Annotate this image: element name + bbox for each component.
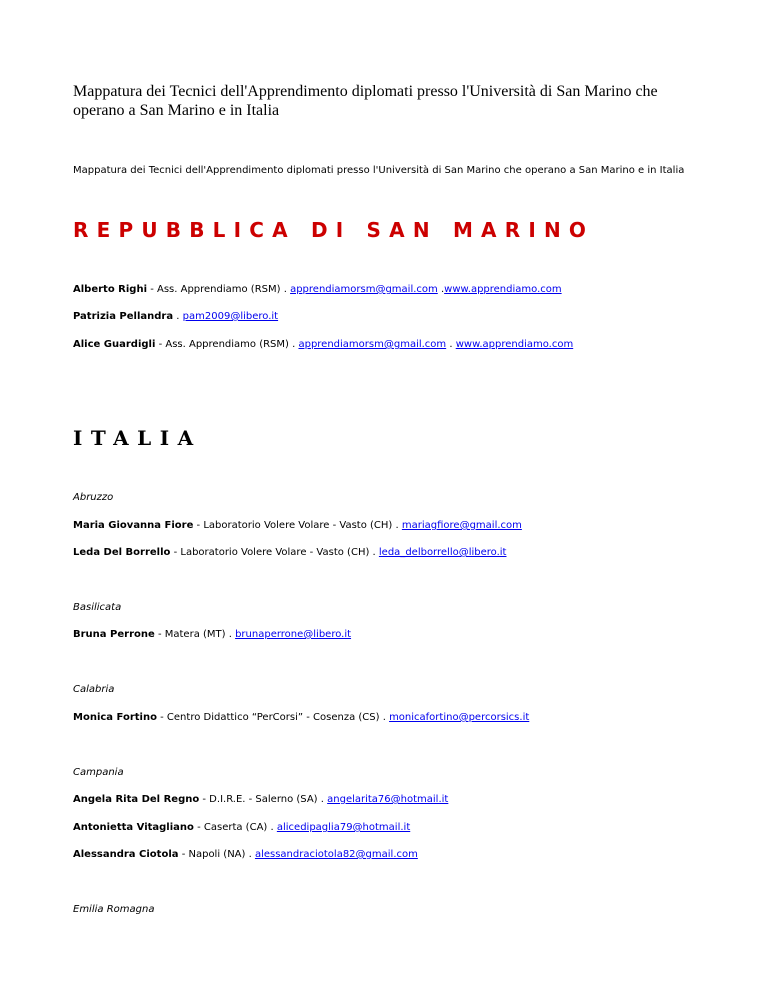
contact-name: Angela Rita Del Regno (73, 794, 200, 805)
contact-detail: - Napoli (NA) . (178, 849, 255, 860)
contact-website-link[interactable]: www.apprendiamo.com (444, 284, 562, 295)
region-heading-abruzzo: Abruzzo (73, 492, 114, 503)
contact-detail: - Ass. Apprendiamo (RSM) . (147, 284, 291, 295)
contact-entry-alice-guardigli (73, 338, 573, 352)
document-subtitle: Mappatura dei Tecnici dell'Apprendimento diplomati presso l'Università di San Marino che operano a San Marino e in Italia (73, 165, 685, 176)
region-heading-emilia-romagna: Emilia Romagna (73, 904, 155, 915)
contact-detail: - Laboratorio Volere Volare - Vasto (CH) . (170, 547, 379, 558)
contact-entry-patrizia-pellandra (73, 310, 278, 324)
region-heading-campania: Campania (73, 767, 124, 778)
contact-detail: . (173, 311, 183, 322)
contact-name: Monica Fortino (73, 712, 157, 723)
contact-name: Maria Giovanna Fiore (73, 520, 194, 531)
contact-email-link[interactable]: leda_delborrello@libero.it (378, 547, 507, 558)
contact-entry-alberto-righi (73, 283, 562, 297)
contact-entry-maria-giovanna-fiore (73, 519, 522, 533)
contact-email-link[interactable]: pam2009@libero.it (182, 311, 279, 322)
contact-name: Alice Guardigli (73, 339, 156, 350)
san-marino-heading: REPUBBLICA DI SAN MARINO (73, 218, 595, 242)
contact-detail: - Caserta (CA) . (193, 822, 277, 833)
contact-separator: . (446, 339, 456, 350)
contact-detail: - Ass. Apprendiamo (RSM) . (155, 339, 299, 350)
contact-website-link[interactable]: www.apprendiamo.com (455, 339, 574, 350)
contact-entry-alessandra-ciotola (73, 848, 418, 862)
contact-detail: - Matera (MT) . (154, 629, 236, 640)
contact-email-link[interactable]: alicedipaglia79@hotmail.it (276, 822, 411, 833)
contact-name: Antonietta Vitagliano (73, 822, 194, 833)
contact-email-link[interactable]: apprendiamorsm@gmail.com (298, 339, 447, 350)
contact-name: Leda Del Borrello (73, 547, 171, 558)
contact-email-link[interactable]: alessandraciotola82@gmail.com (254, 849, 418, 860)
contact-detail: - D.I.R.E. - Salerno (SA) . (199, 794, 328, 805)
contact-email-link[interactable]: mariagfiore@gmail.com (401, 520, 522, 531)
contact-email-link[interactable]: apprendiamorsm@gmail.com (290, 284, 438, 295)
contact-entry-monica-fortino (73, 711, 529, 725)
contact-entry-angela-rita-del-regno (73, 793, 448, 807)
contact-entry-bruna-perrone (73, 628, 351, 642)
region-heading-calabria: Calabria (73, 684, 115, 695)
region-heading-basilicata: Basilicata (73, 602, 122, 613)
contact-entry-leda-del-borrello (73, 546, 506, 560)
contact-email-link[interactable]: angelarita76@hotmail.it (327, 794, 449, 805)
contact-detail: - Centro Didattico “PerCorsi” - Cosenza (CS) . (156, 712, 390, 723)
contact-name: Bruna Perrone (73, 629, 155, 640)
contact-email-link[interactable]: monicafortino@percorsics.it (389, 712, 530, 723)
contact-name: Patrizia Pellandra (73, 311, 174, 322)
contact-name: Alberto Righi (73, 284, 148, 295)
contact-separator: . (437, 284, 445, 295)
contact-email-link[interactable]: brunaperrone@libero.it (235, 629, 352, 640)
contact-entry-antonietta-vitagliano (73, 821, 410, 835)
document-title: Mappatura dei Tecnici dell'Apprendimento diplomati presso l'Università di San Marino che operano a San Marino e in Italia (73, 83, 658, 119)
italia-heading: ITALIA (73, 426, 202, 450)
contact-name: Alessandra Ciotola (73, 849, 179, 860)
contact-detail: - Laboratorio Volere Volare - Vasto (CH) . (193, 520, 402, 531)
